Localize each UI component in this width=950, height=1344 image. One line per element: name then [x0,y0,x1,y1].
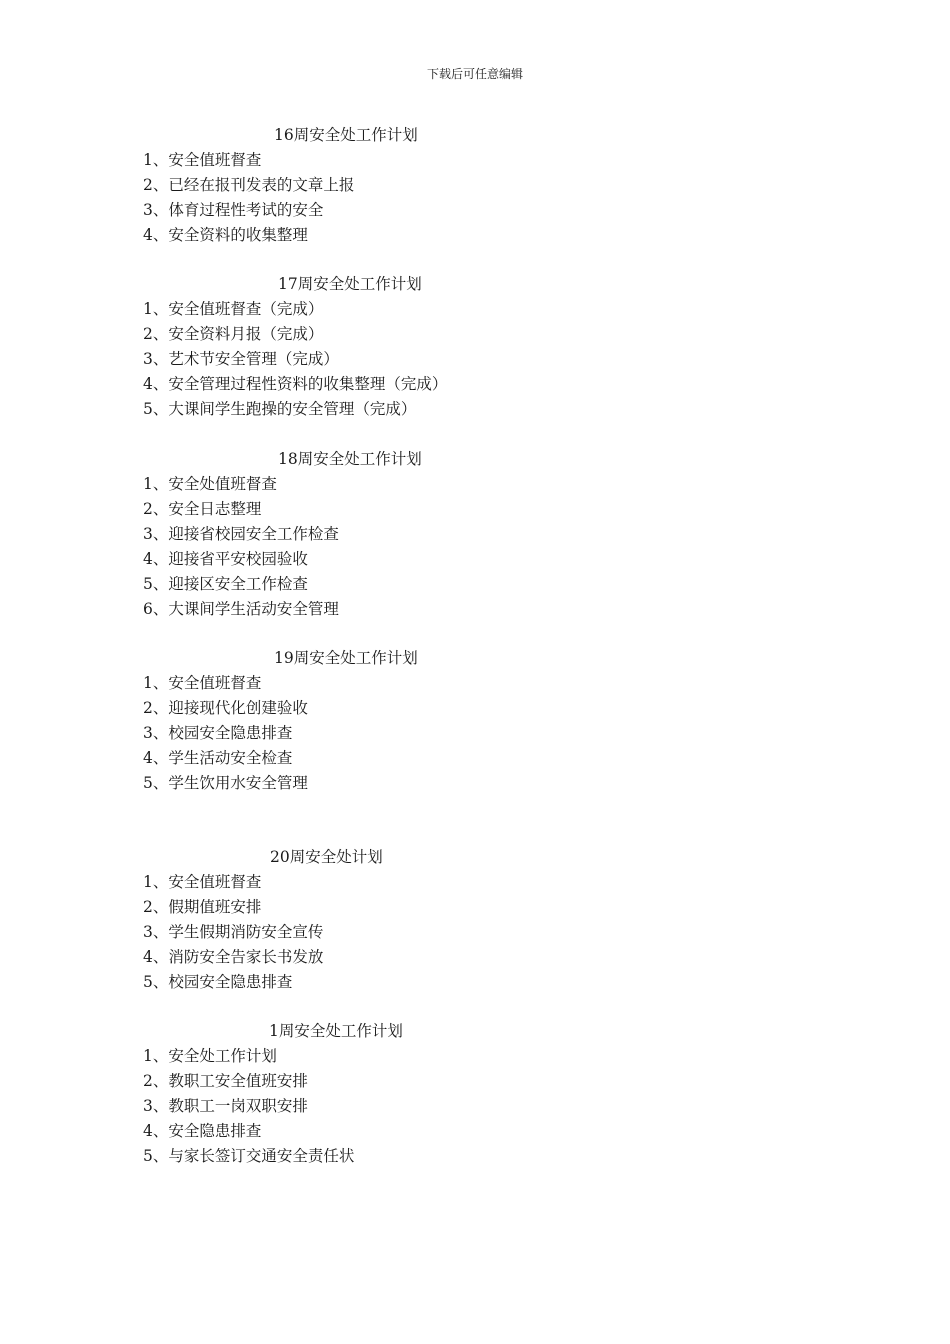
section-title-text: 17周安全处工作计划 [278,275,422,293]
section-title [143,845,823,870]
list-item: 2、已经在报刊发表的文章上报 [143,176,355,194]
list-item: 2、安全日志整理 [143,500,262,518]
list-item: 3、学生假期消防安全宣传 [143,923,324,941]
list-item: 4、消防安全告家长书发放 [143,948,324,966]
section-title [143,646,823,671]
list-item: 3、艺术节安全管理（完成） [143,350,339,368]
section-title [143,123,823,148]
list-item: 1、安全值班督查（完成） [143,300,324,318]
week-16-plan [143,123,823,248]
list-item: 4、安全管理过程性资料的收集整理（完成） [143,375,448,393]
list-item: 2、安全资料月报（完成） [143,325,324,343]
list-item: 2、教职工安全值班安排 [143,1072,308,1090]
list-item: 5、校园安全隐患排查 [143,973,293,991]
list-item: 2、迎接现代化创建验收 [143,699,308,717]
section-title [143,272,823,297]
list-item: 4、安全资料的收集整理 [143,226,308,244]
list-item: 1、安全值班督查 [143,873,262,891]
list-item: 5、迎接区安全工作检查 [143,575,308,593]
list-item: 3、教职工一岗双职安排 [143,1097,308,1115]
list-item: 4、安全隐患排查 [143,1122,262,1140]
section-title [143,1019,823,1044]
section-title-text: 19周安全处工作计划 [274,649,418,667]
section-title-text: 1周安全处工作计划 [269,1022,403,1040]
list-item: 4、学生活动安全检查 [143,749,293,767]
list-item: 6、大课间学生活动安全管理 [143,600,339,618]
week-18-plan [143,447,823,622]
list-item: 2、假期值班安排 [143,898,262,916]
list-item: 3、迎接省校园安全工作检查 [143,525,339,543]
list-item: 4、迎接省平安校园验收 [143,550,308,568]
section-title-text: 18周安全处工作计划 [278,450,422,468]
list-item: 5、大课间学生跑操的安全管理（完成） [143,400,417,418]
week-20-plan [143,845,823,995]
list-item: 1、安全值班督查 [143,674,262,692]
list-item: 3、校园安全隐患排查 [143,724,293,742]
list-item: 1、安全处工作计划 [143,1047,277,1065]
week-1-plan [143,1019,823,1169]
list-item: 1、安全处值班督查 [143,475,277,493]
section-title-text: 20周安全处计划 [270,848,383,866]
page-header-note: 下载后可任意编辑 [426,67,523,81]
week-17-plan [143,272,823,422]
section-title [143,447,823,472]
list-item: 5、与家长签订交通安全责任状 [143,1147,355,1165]
week-19-plan [143,646,823,796]
list-item: 1、安全值班督查 [143,151,262,169]
section-title-text: 16周安全处工作计划 [274,126,418,144]
list-item: 5、学生饮用水安全管理 [143,774,308,792]
list-item: 3、体育过程性考试的安全 [143,201,324,219]
